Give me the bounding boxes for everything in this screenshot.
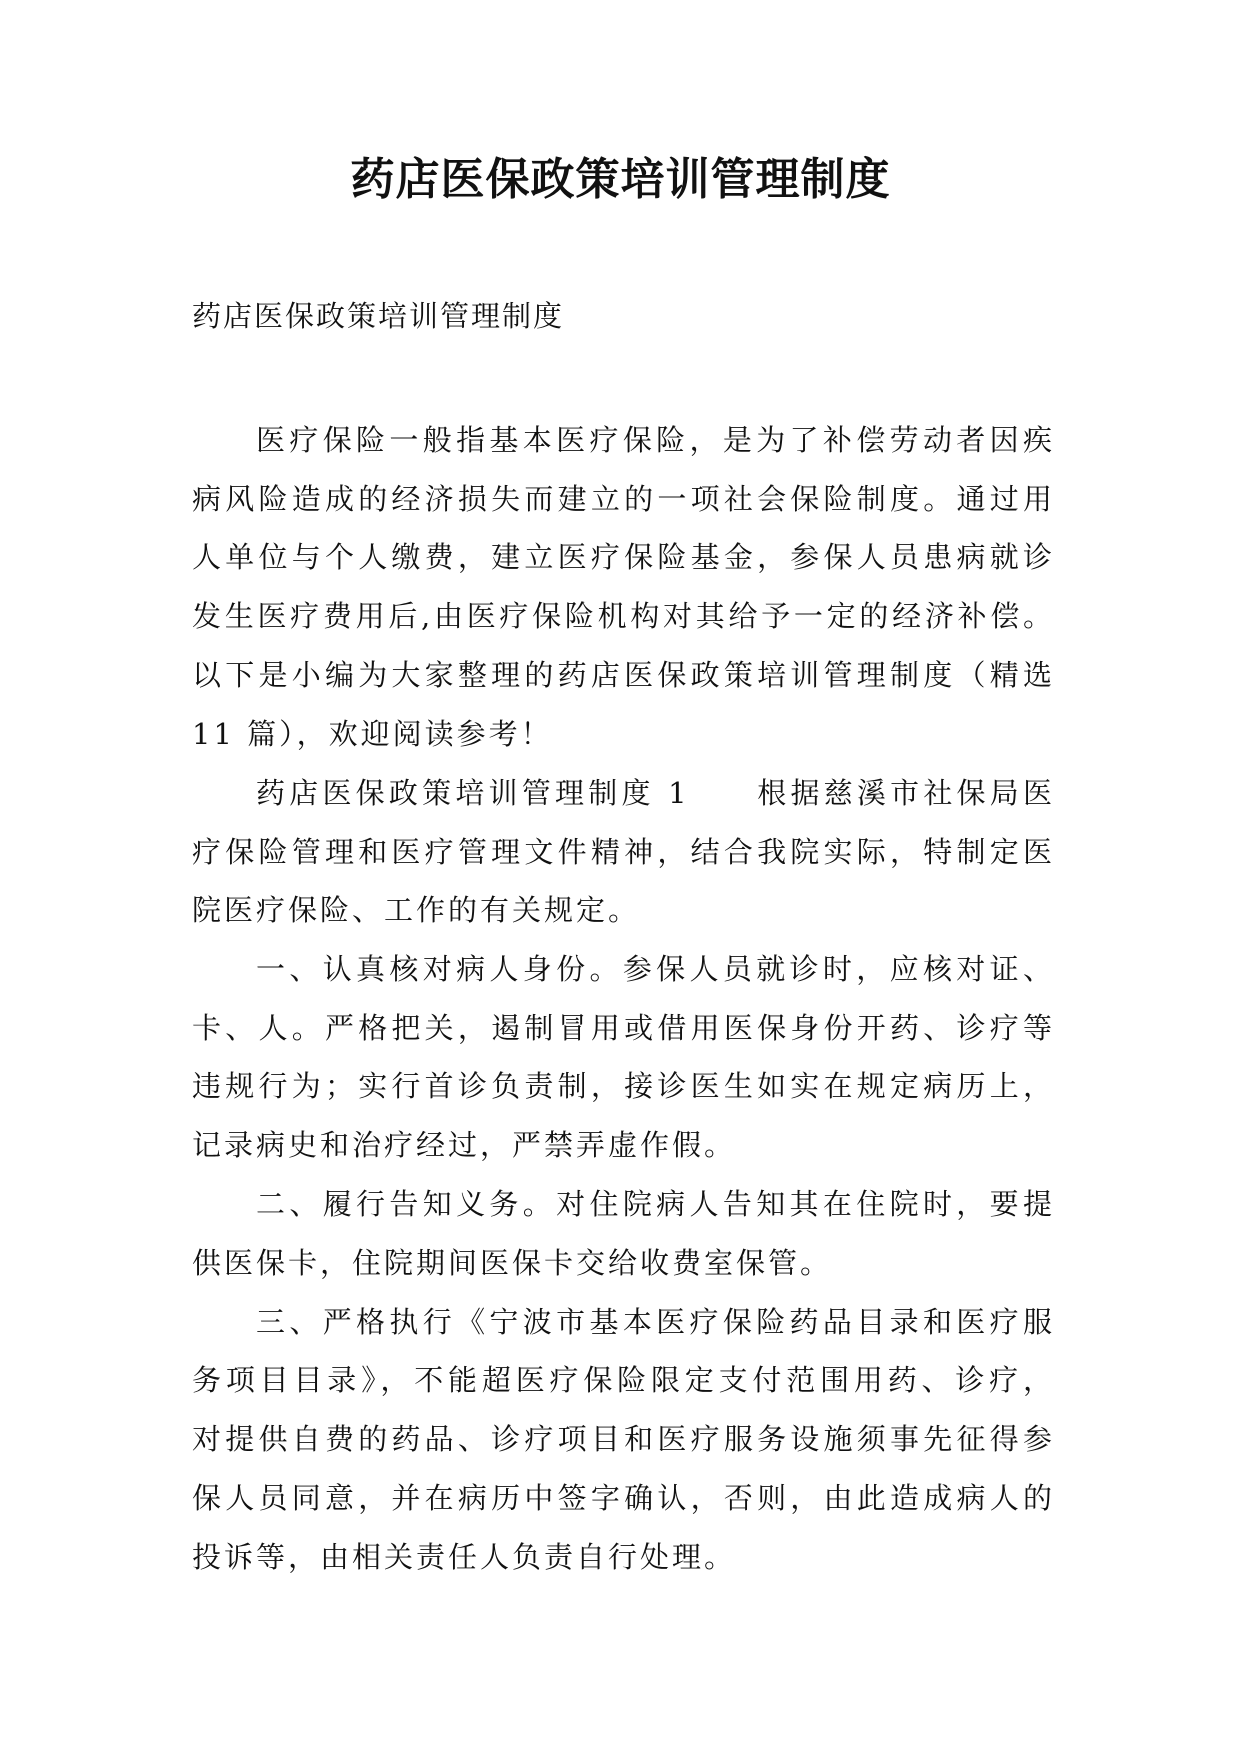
paragraph-line: 11 篇），欢迎阅读参考！ <box>192 717 553 751</box>
document-subtitle: 药店医保政策培训管理制度 <box>192 299 565 333</box>
paragraph-line: 疗保险管理和医疗管理文件精神，结合我院实际，特制定医 <box>192 835 1052 869</box>
paragraph-line: 以下是小编为大家整理的药店医保政策培训管理制度（精选 <box>192 658 1052 692</box>
paragraph-line: 卡、人。严格把关，遏制冒用或借用医保身份开药、诊疗等 <box>192 1011 1052 1045</box>
paragraph-line: 保人员同意，并在病历中签字确认，否则，由此造成病人的 <box>192 1481 1052 1515</box>
paragraph-line: 供医保卡，住院期间医保卡交给收费室保管。 <box>192 1246 833 1280</box>
paragraph-line: 三、严格执行《宁波市基本医疗保险药品目录和医疗服 <box>256 1305 1052 1339</box>
document-title: 药店医保政策培训管理制度 <box>350 154 891 205</box>
paragraph-line: 病风险造成的经济损失而建立的一项社会保险制度。通过用 <box>192 482 1052 516</box>
paragraph-line: 人单位与个人缴费，建立医疗保险基金，参保人员患病就诊 <box>192 540 1052 574</box>
paragraph-line: 发生医疗费用后,由医疗保险机构对其给予一定的经济补偿。 <box>192 599 1052 633</box>
paragraph-line: 记录病史和治疗经过，严禁弄虚作假。 <box>192 1128 737 1162</box>
paragraph-line: 一、认真核对病人身份。参保人员就诊时，应核对证、 <box>256 952 1052 986</box>
paragraph-line: 药店医保政策培训管理制度 1 根据慈溪市社保局医 <box>256 776 1052 810</box>
paragraph-line: 院医疗保险、工作的有关规定。 <box>192 893 641 927</box>
paragraph-line: 务项目目录》，不能超医疗保险限定支付范围用药、诊疗， <box>192 1363 1052 1397</box>
paragraph-line: 投诉等，由相关责任人负责自行处理。 <box>192 1540 737 1574</box>
paragraph-line: 医疗保险一般指基本医疗保险，是为了补偿劳动者因疾 <box>256 423 1052 457</box>
paragraph-line: 二、履行告知义务。对住院病人告知其在住院时，要提 <box>256 1187 1052 1221</box>
paragraph-line: 对提供自费的药品、诊疗项目和医疗服务设施须事先征得参 <box>192 1422 1052 1456</box>
paragraph-line: 违规行为；实行首诊负责制，接诊医生如实在规定病历上， <box>192 1069 1052 1103</box>
